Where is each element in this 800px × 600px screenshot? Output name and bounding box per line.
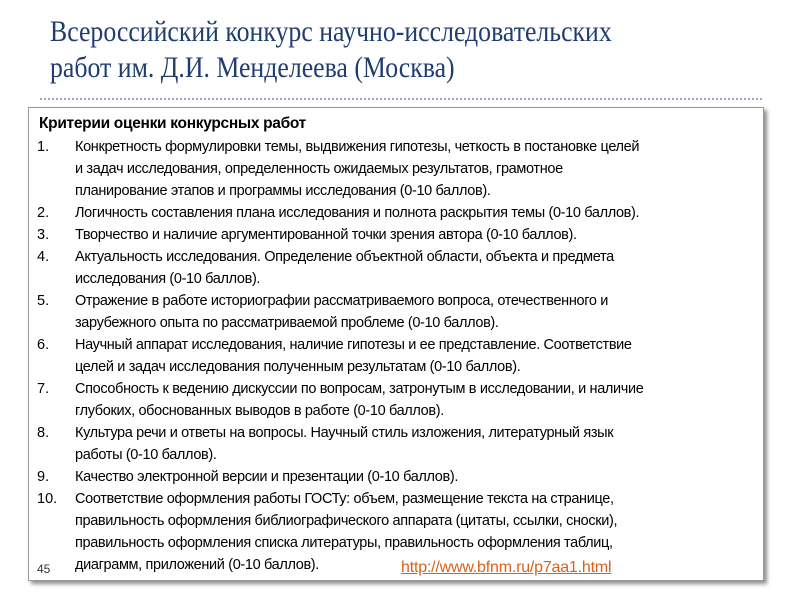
item-text-line: Качество электронной версии и презентации (0-10 баллов). [75, 469, 459, 485]
item-text-line: планирование этапов и программы исследования (0-10 баллов). [75, 183, 491, 199]
criteria-box [28, 107, 764, 581]
item-text-line: исследования (0-10 баллов). [75, 271, 261, 287]
item-number: 6. [37, 337, 50, 353]
list-item [29, 378, 763, 422]
item-text-line: целей и задач исследования полученным результатам (0-10 баллов). [75, 359, 521, 375]
item-number: 4. [37, 249, 50, 265]
item-text-line: правильность оформления списка литературы, правильность оформления таблиц, [75, 535, 613, 551]
item-number: 10. [37, 491, 58, 507]
item-text-line: Способность к ведению дискуссии по вопросам, затронутым в исследовании, и наличие [75, 381, 644, 397]
item-text-line: Творчество и наличие аргументированной точки зрения автора (0-10 баллов). [75, 227, 577, 243]
item-number: 1. [37, 139, 50, 155]
item-number: 8. [37, 425, 50, 441]
item-text-line: Отражение в работе историографии рассматриваемого вопроса, отечественного и [75, 293, 608, 309]
item-text-line: работы (0-10 баллов). [75, 447, 217, 463]
item-text-line: Логичность составления плана исследования и полнота раскрытия темы (0-10 баллов). [75, 205, 640, 221]
item-number: 3. [37, 227, 50, 243]
list-item [29, 466, 763, 488]
item-text-line: правильность оформления библиографического аппарата (цитаты, ссылки, сноски), [75, 513, 618, 529]
page-number: 45 [37, 562, 51, 576]
slide-title-line: работ им. Д.И. Менделеева (Москва) [50, 51, 455, 84]
item-text-line: Соответствие оформления работы ГОСТу: объем, размещение текста на странице, [75, 491, 614, 507]
item-text-line: Конкретность формулировки темы, выдвижения гипотезы, четкость в постановке целей [75, 139, 640, 155]
item-text-line: Научный аппарат исследования, наличие гипотезы и ее представление. Соответствие [75, 337, 632, 353]
item-text-line: зарубежного опыта по рассматриваемой проблеме (0-10 баллов). [75, 315, 499, 331]
slide-title [50, 14, 612, 86]
item-text-line: и задач исследования, определенность ожидаемых результатов, грамотное [75, 161, 563, 177]
item-text-line: глубоких, обоснованных выводов в работе (0-10 баллов). [75, 403, 444, 419]
criteria-heading: Критерии оценки конкурсных работ [39, 115, 306, 132]
list-item [29, 290, 763, 334]
source-link[interactable]: http://www.bfnm.ru/p7aa1.html [401, 559, 612, 576]
item-number: 2. [37, 205, 50, 221]
slide-title-line: Всероссийский конкурс научно-исследовательских [50, 15, 612, 48]
list-item [29, 224, 763, 246]
item-text-line: диаграмм, приложений (0-10 баллов). [75, 557, 319, 573]
list-item [29, 488, 763, 576]
list-item [29, 422, 763, 466]
list-item [29, 246, 763, 290]
criteria-list [29, 136, 763, 576]
list-item [29, 136, 763, 202]
item-text-line: Культура речи и ответы на вопросы. Научный стиль изложения, литературный язык [75, 425, 614, 441]
item-number: 7. [37, 381, 50, 397]
list-item [29, 202, 763, 224]
item-number: 9. [37, 469, 50, 485]
list-item [29, 334, 763, 378]
item-number: 5. [37, 293, 50, 309]
dotted-divider [40, 98, 762, 100]
item-text-line: Актуальность исследования. Определение объектной области, объекта и предмета [75, 249, 614, 265]
